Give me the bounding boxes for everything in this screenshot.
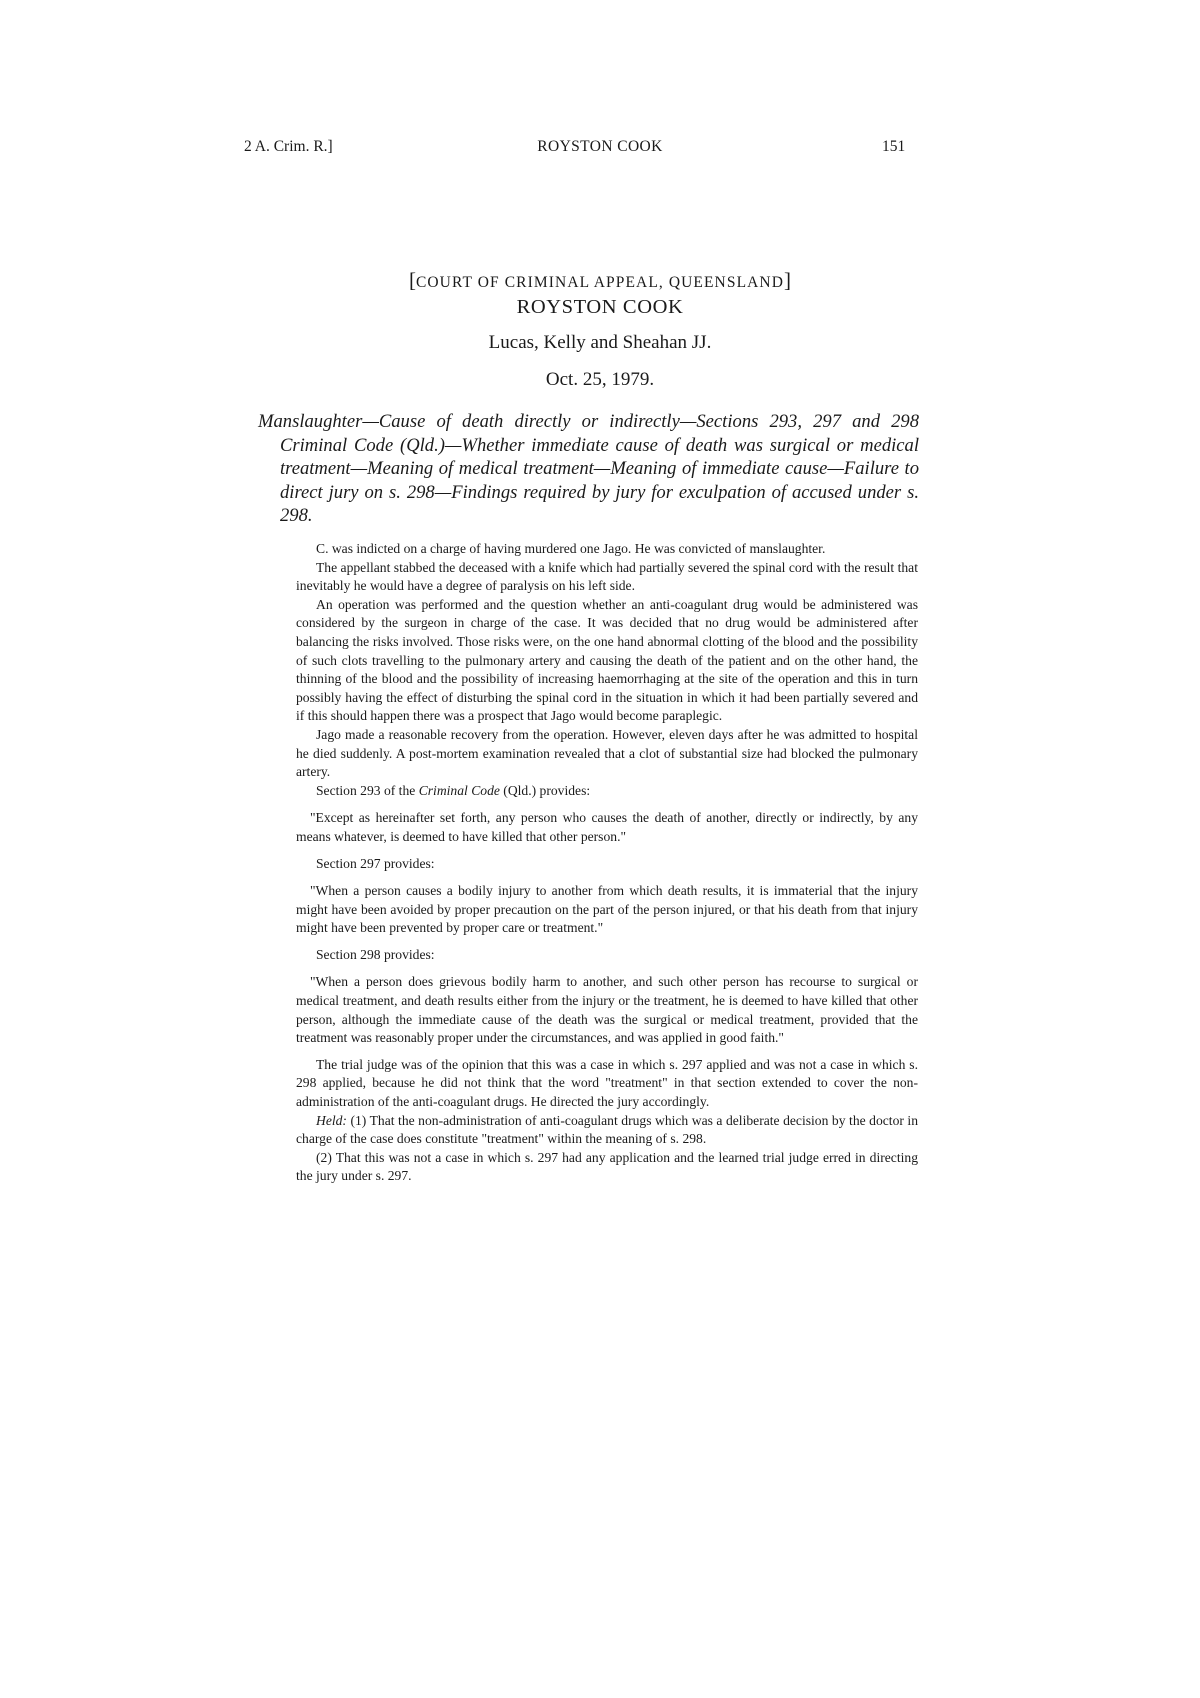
text-run: (Qld.) provides:	[499, 782, 591, 798]
paragraph: C. was indicted on a charge of having murdered one Jago. He was convicted of manslaughter.	[316, 541, 826, 556]
judgment-date: Oct. 25, 1979.	[545, 369, 655, 390]
page-number: 151	[882, 138, 906, 155]
paragraph: Section 297 provides:	[316, 855, 435, 871]
paragraph: Section 298 provides:	[316, 946, 435, 962]
running-head-citation: 2 A. Crim. R.]	[244, 138, 333, 155]
held-paragraph	[296, 1112, 918, 1149]
running-head	[0, 138, 1200, 162]
paragraph: Jago made a reasonable recovery from the operation. However, eleven days after he was admitted to hospital he died suddenly. A post-mortem examination revealed that a clot of substantial size had blocked the pulmonary artery.	[296, 726, 918, 780]
held-label: Held:	[316, 1112, 347, 1128]
headnote-body	[296, 540, 918, 1186]
court-name: COURT OF CRIMINAL APPEAL, QUEENSLAND	[415, 274, 785, 291]
paragraph: An operation was performed and the question whether an anti-coagulant drug would be administered was considered by the surgeon in charge of the case. It was decided that no drug would be administered after balancing the risks involved. Those risks were, on the one hand abnormal clotting of the blood and the possibility of such clots travelling to the pulmonary artery and causing the death of the patient and on the other hand, the thinning of the blood and the possibility of increasing haemorrhaging at the site of the operation and this in turn possibly having the effect of disturbing the spinal cord in the situation in which it had been partially severed and if this should happen there was a prospect that Jago would become paraplegic.	[296, 596, 918, 724]
judges: Lucas, Kelly and Sheahan JJ.	[488, 332, 712, 353]
paragraph: (2) That this was not a case in which s. 297 had any application and the learned trial judge erred in directing the jury under s. 297.	[296, 1149, 918, 1184]
catchwords: Manslaughter—Cause of death directly or indirectly—Sections 293, 297 and 298 Criminal Code (Qld.)—Whether immediate cause of death was surgical or medical treatment—Meaning of medical treatment—Meaning of immediate cause—Failure to direct jury on s. 298—Findings required by jury for exculpation of accused under s. 298.	[258, 411, 919, 527]
quotation-section-298: "When a person does grievous bodily harm to another, and such other person has recourse to surgical or medical treatment, and death results either from the injury or the treatment, he is deemed to have killed that other person, although the immediate cause of the death was the surgical or medical treatment, provided that the treatment was reasonably proper under the circumstances, and was applied in good faith."	[296, 974, 918, 1046]
court-heading: [COURT OF CRIMINAL APPEAL, QUEENSLAND]	[408, 268, 792, 292]
paragraph	[296, 782, 918, 801]
text-run: Section 293 of the	[316, 782, 419, 798]
quotation-section-293: "Except as hereinafter set forth, any person who causes the death of another, directly or indirectly, by any means whatever, is deemed to have killed that other person."	[296, 810, 918, 844]
paragraph: The appellant stabbed the deceased with a knife which had partially severed the spinal cord with the result that inevitably he would have a degree of paralysis on his left side.	[296, 559, 918, 594]
case-name: ROYSTON COOK	[516, 296, 684, 318]
quotation-section-297: "When a person causes a bodily injury to another from which death results, it is immaterial that the injury might have been avoided by proper precaution on the part of the person injured, or that his death from that injury might have been prevented by proper care or treatment."	[296, 883, 918, 936]
statute-name: Criminal Code	[418, 782, 500, 798]
text-run: (1) That the non-administration of anti-coagulant drugs which was a deliberate decision by the doctor in charge of the case does constitute "treatment" within the meaning of s. 298.	[296, 1112, 918, 1147]
running-head-title: ROYSTON COOK	[537, 138, 663, 155]
paragraph: The trial judge was of the opinion that this was a case in which s. 297 applied and was not a case in which s. 298 applied, because he did not think that the word "treatment" in that section extended to cover the non-administration of the anti-coagulant drugs. He directed the jury accordingly.	[296, 1056, 918, 1110]
